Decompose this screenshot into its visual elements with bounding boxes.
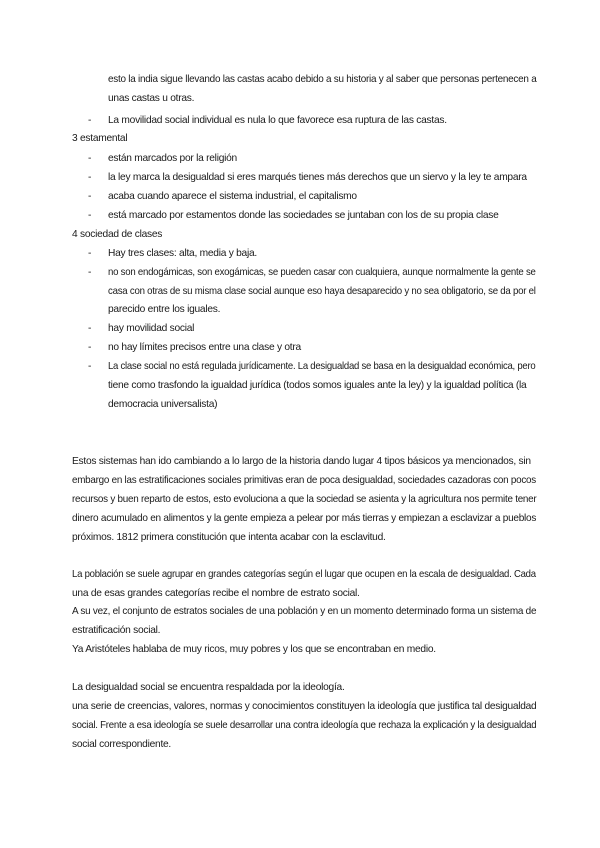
clases-item-cont: casa con otras de su misma clase social aunque eso haya desaparecido y no sea obligatorio, se da por el [108,286,536,297]
bullet-dash: - [88,361,92,372]
clases-heading: 4 sociedad de clases [72,229,163,240]
bullet-dash: - [88,153,92,164]
estamental-item: la ley marca la desigualdad si eres marqués tienes más derechos que un siervo y la ley te ampara [108,172,527,183]
estamental-item: está marcado por estamentos donde las sociedades se juntaban con los de su propia clase [108,210,499,221]
para3-line: social. Frente a esa ideología se suele desarrollar una contra ideología que rechaza la explicación y la desigualdad [72,720,537,731]
clases-item-cont: tiene como trasfondo la igualdad jurídica (todos somos iguales ante la ley) y la igualdad política (la [108,380,527,391]
estamental-item: acaba cuando aparece el sistema industrial, el capitalismo [108,191,357,202]
clases-item: La clase social no está regulada jurídicamente. La desigualdad se basa en la desigualdad económica, pero [108,361,536,372]
para1-line: dinero acumulado en alimentos y la gente empieza a pelear por más tierras y empiezan a esclavizar a pueblos [72,513,537,524]
para1-line: Estos sistemas han ido cambiando a lo largo de la historia dando lugar 4 tipos básicos ya mencionados, sin [72,456,531,467]
castas-mobility-item: La movilidad social individual es nula lo que favorece esa ruptura de las castas. [108,115,447,126]
bullet-dash: - [88,267,92,278]
para2-line: Ya Aristóteles hablaba de muy ricos, muy pobres y los que se encontraban en medio. [72,644,436,655]
bullet-dash: - [88,191,92,202]
clases-item-cont: democracia universalista) [108,399,218,410]
para1-line: próximos. 1812 primera constitución que intenta acabar con la esclavitud. [72,532,386,543]
bullet-dash: - [88,248,92,259]
para1-line: embargo en las estratificaciones sociales primitivas eran de poca desigualdad, sociedades cazadoras con pocos [72,475,536,486]
para2-line: La población se suele agrupar en grandes categorías según el lugar que ocupen en la escala de desigualdad. Cada [72,569,536,580]
para2-line: una de esas grandes categorías recibe el nombre de estrato social. [72,588,360,599]
clases-item-cont: parecido entre los iguales. [108,304,221,315]
para3-line: La desigualdad social se encuentra respaldada por la ideología. [72,682,345,693]
bullet-dash: - [88,210,92,221]
para2-line: estratificación social. [72,625,161,636]
para3-line: una serie de creencias, valores, normas y conocimientos constituyen la ideología que justifica tal desigualdad [72,701,537,712]
bullet-dash: - [88,342,92,353]
clases-item: Hay tres clases: alta, media y baja. [108,248,257,259]
clases-item: no hay límites precisos entre una clase y otra [108,342,301,353]
para3-line: social correspondiente. [72,739,172,750]
clases-item: hay movilidad social [108,323,195,334]
estamental-heading: 3 estamental [72,133,128,144]
para1-line: recursos y buen reparto de estos, esto evoluciona a que la sociedad se asienta y la agricultura nos permite tener [72,494,537,505]
bullet-dash: - [88,172,92,183]
bullet-dash: - [88,323,92,334]
para2-line: A su vez, el conjunto de estratos sociales de una población y en un momento determinado forma un sistema de [72,606,537,617]
castas-text-line-2: unas castas u otras. [108,93,195,104]
estamental-item: están marcados por la religión [108,153,237,164]
castas-text-line-1: esto la india sigue llevando las castas acabo debido a su historia y al saber que personas pertenecen a [108,74,537,85]
bullet-dash: - [88,115,92,126]
clases-item: no son endogámicas, son exogámicas, se pueden casar con cualquiera, aunque normalmente la gente se [108,267,536,278]
